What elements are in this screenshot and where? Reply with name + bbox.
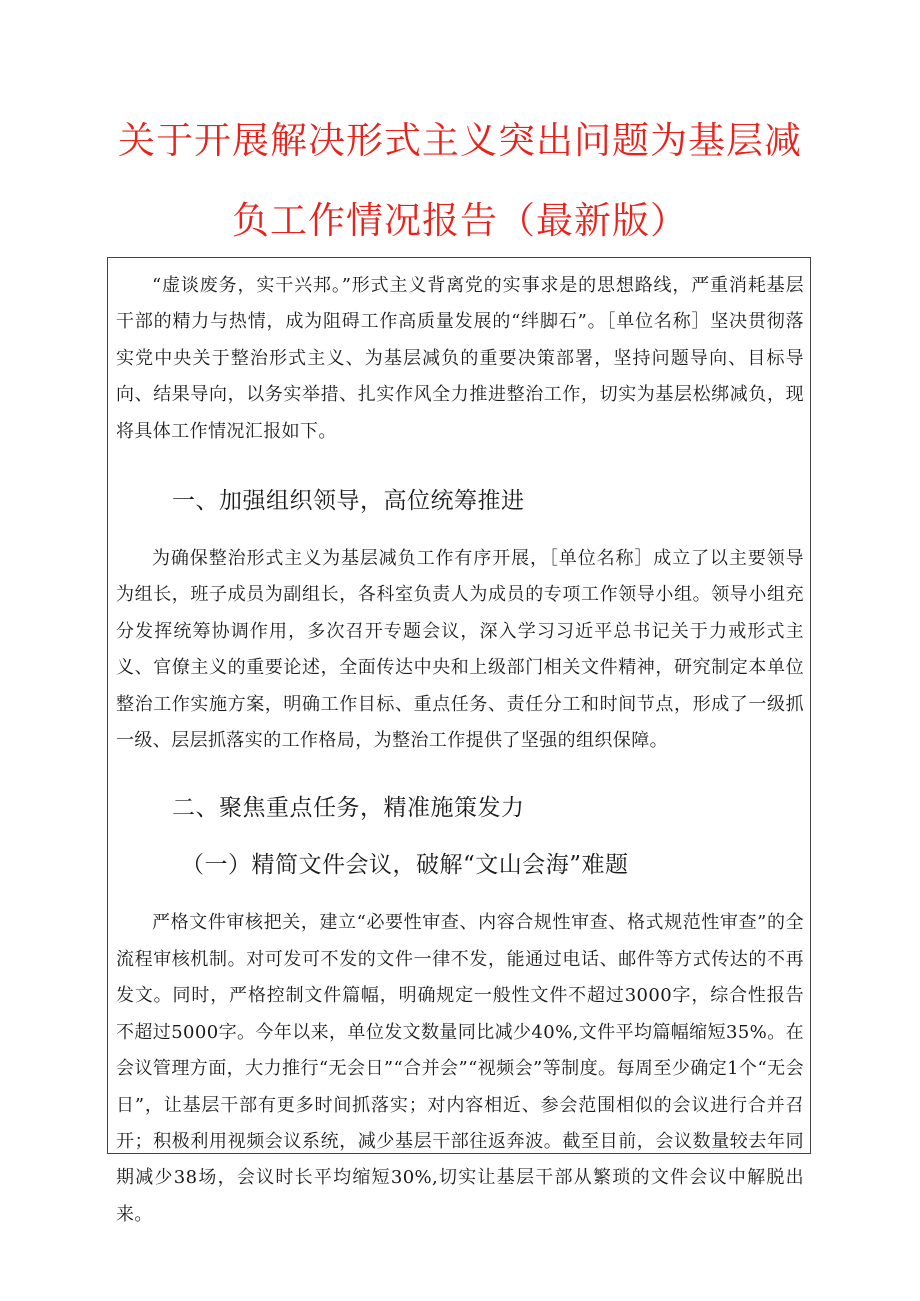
intro-paragraph: “虚谈废务，实干兴邦。”形式主义背离党的实事求是的思想路线，严重消耗基层干部的精力与热情，成为阻碍工作高质量发展的“绊脚石”。［单位名称］坚决贯彻落实党中央关于整治形式主义、为基层减负的重要决策部署，坚持问题导向、目标导向、结果导向，以务实举措、扎实作风全力推进整治工作，切实为基层松绑减负，现将具体工作情况汇报如下。 (116, 275, 804, 442)
section-1-heading: 一、加强组织领导，高位统筹推进 (172, 488, 525, 515)
content-frame (107, 257, 811, 1225)
section-2-heading: 二、聚焦重点任务，精准施策发力 (172, 795, 525, 822)
section-2-subheading: （一）精简文件会议，破解“文山会海”难题 (181, 852, 629, 879)
document-title-line-1: 关于开展解决形式主义突出问题为基层减 (118, 119, 802, 162)
section-2-paragraph: 严格文件审核把关，建立“必要性审查、内容合规性审查、格式规范性审查”的全流程审核机制。对可发可不发的文件一律不发，能通过电话、邮件等方式传达的不再发文。同时，严格控制文件篇幅，明确规定一般性文件不超过3000字，综合性报告不超过5000字。今年以来，单位发文数量同比减少40%,文件平均篇幅缩短35%。在会议管理方面，大力推行“无会日”“合并会”“视频会”等制度。每周至少确定1个“无会日”，让基层干部有更多时间抓落实；对内容相近、参会范围相似的会议进行合并召开；积极利用视频会议系统，减少基层干部往返奔波。截至目前，会议数量较去年同期减少38场，会议时长平均缩短30%,切实让基层干部从繁琐的文件会议中解脱出来。 (116, 912, 804, 1225)
section-1-paragraph: 为确保整治形式主义为基层减负工作有序开展，［单位名称］成立了以主要领导为组长，班子成员为副组长，各科室负责人为成员的专项工作领导小组。领导小组充分发挥统筹协调作用，多次召开专题会议，深入学习习近平总书记关于力戒形式主义、官僚主义的重要论述，全面传达中央和上级部门相关文件精神，研究制定本单位整治工作实施方案，明确工作目标、重点任务、责任分工和时间节点，形成了一级抓一级、层层抓落实的工作格局，为整治工作提供了坚强的组织保障。 (116, 548, 804, 752)
document-title-line-2: 负工作情况报告（最新版） (232, 199, 688, 242)
